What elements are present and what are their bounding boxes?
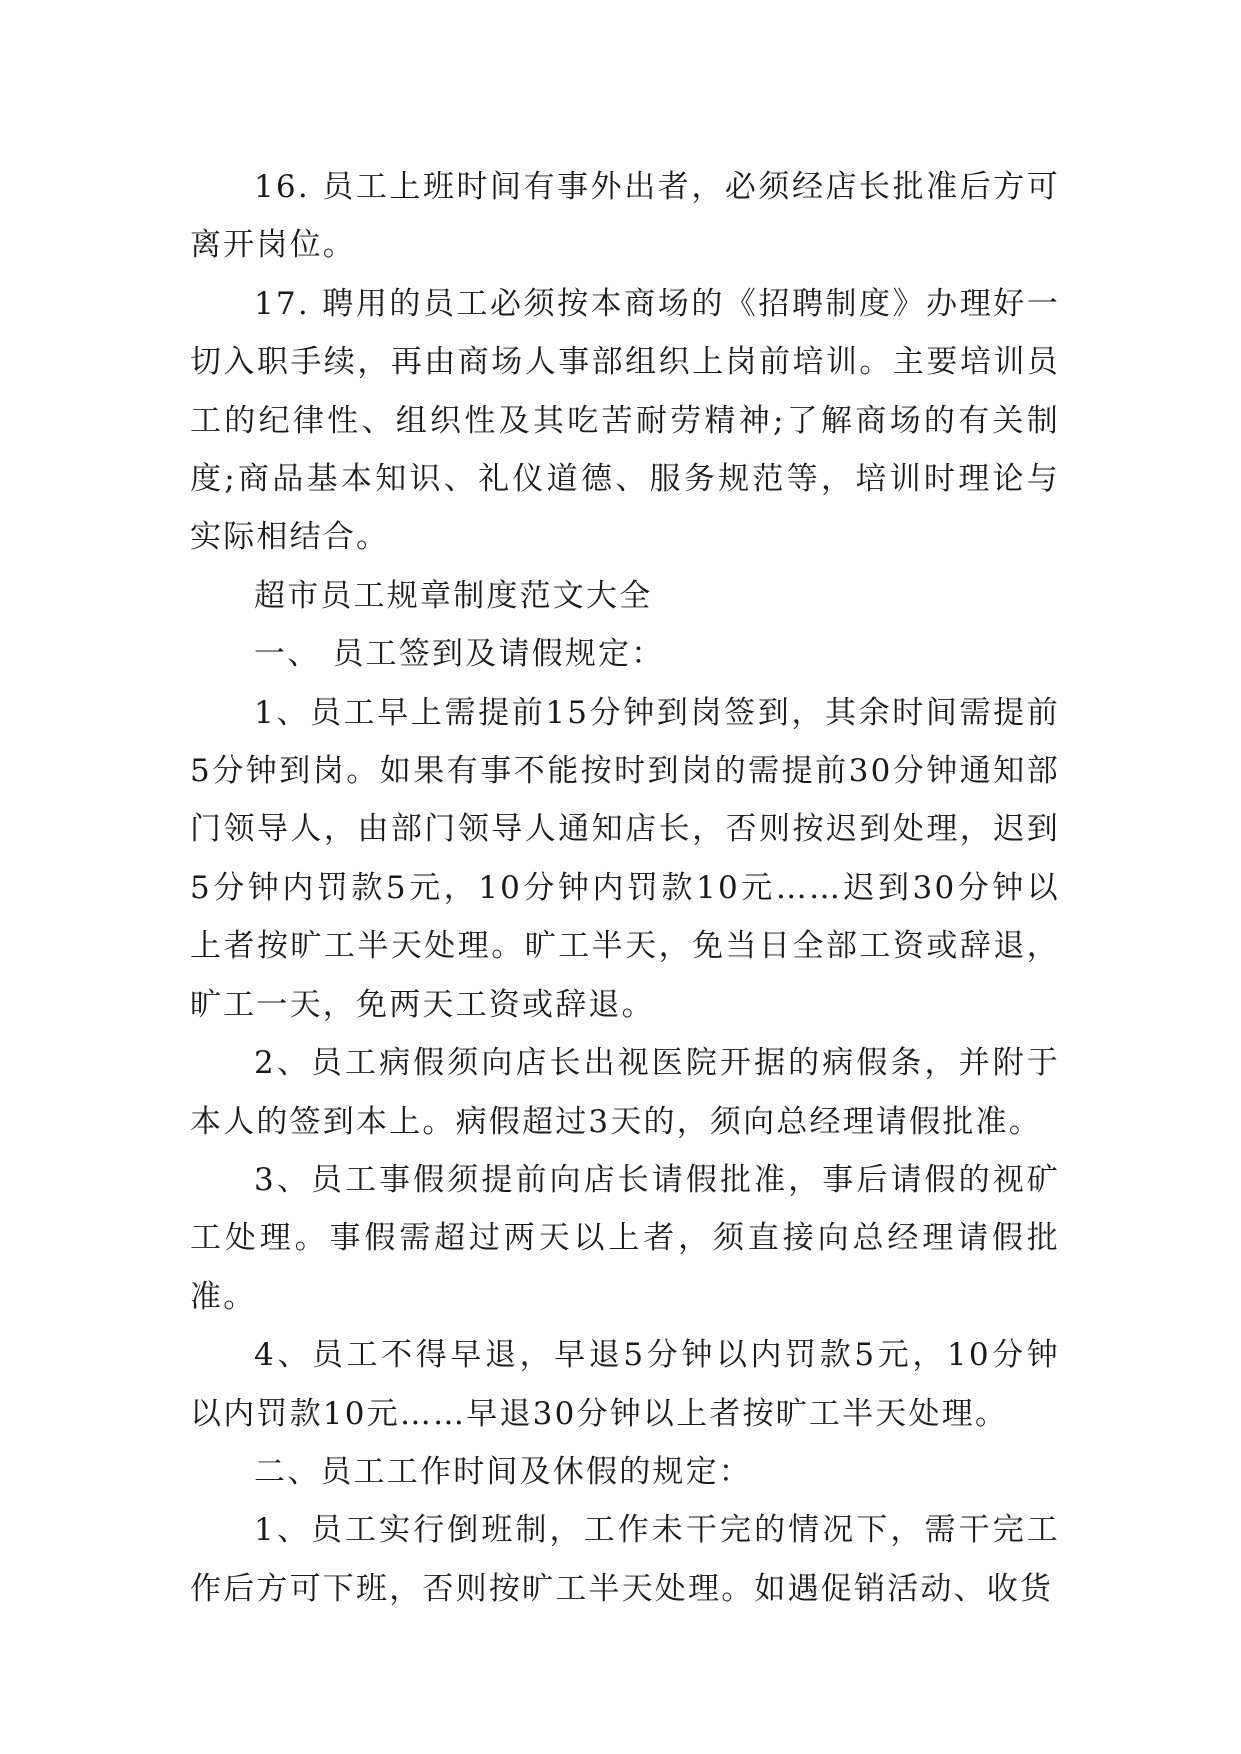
- paragraph-worktime-1: 1、员工实行倒班制，工作未干完的情况下，需干完工作后方可下班，否则按旷工半天处理。如遇促销活动、收货: [190, 1512, 1060, 1607]
- paragraph-attendance-1: 1、员工早上需提前15分钟到岗签到，其余时间需提前5分钟到岗。如果有事不能按时到岗的需提前30分钟通知部门领导人，由部门领导人通知店长，否则按迟到处理，迟到5分钟内罚款5元，10分钟内罚款10元……迟到30分钟以上者按旷工半天处理。旷工半天，免当日全部工资或辞退，旷工一天，免两天工资或辞退。: [190, 694, 1060, 1023]
- subsection-heading-attendance: 一、 员工签到及请假规定：: [254, 636, 665, 673]
- paragraph-rule-17: 17. 聘用的员工必须按本商场的《招聘制度》办理好一切入职手续，再由商场人事部组织上岗前培训。主要培训员工的纪律性、组织性及其吃苦耐劳精神;了解商场的有关制度;商品基本知识、礼仪道德、服务规范等，培训时理论与实际相结合。: [190, 285, 1060, 556]
- paragraph-attendance-2: 2、员工病假须向店长出视医院开据的病假条，并附于本人的签到本上。病假超过3天的，须向总经理请假批准。: [190, 1045, 1060, 1140]
- document-body: [190, 158, 1060, 1618]
- paragraph-rule-16: 16. 员工上班时间有事外出者，必须经店长批准后方可离开岗位。: [190, 169, 1060, 264]
- section-heading: 超市员工规章制度范文大全: [254, 577, 653, 614]
- paragraph-attendance-3: 3、员工事假须提前向店长请假批准，事后请假的视矿工处理。事假需超过两天以上者，须直接向总经理请假批准。: [190, 1161, 1060, 1315]
- subsection-heading-worktime: 二、员工工作时间及休假的规定：: [254, 1453, 752, 1490]
- paragraph-attendance-4: 4、员工不得早退，早退5分钟以内罚款5元，10分钟以内罚款10元……早退30分钟以上者按旷工半天处理。: [190, 1337, 1060, 1432]
